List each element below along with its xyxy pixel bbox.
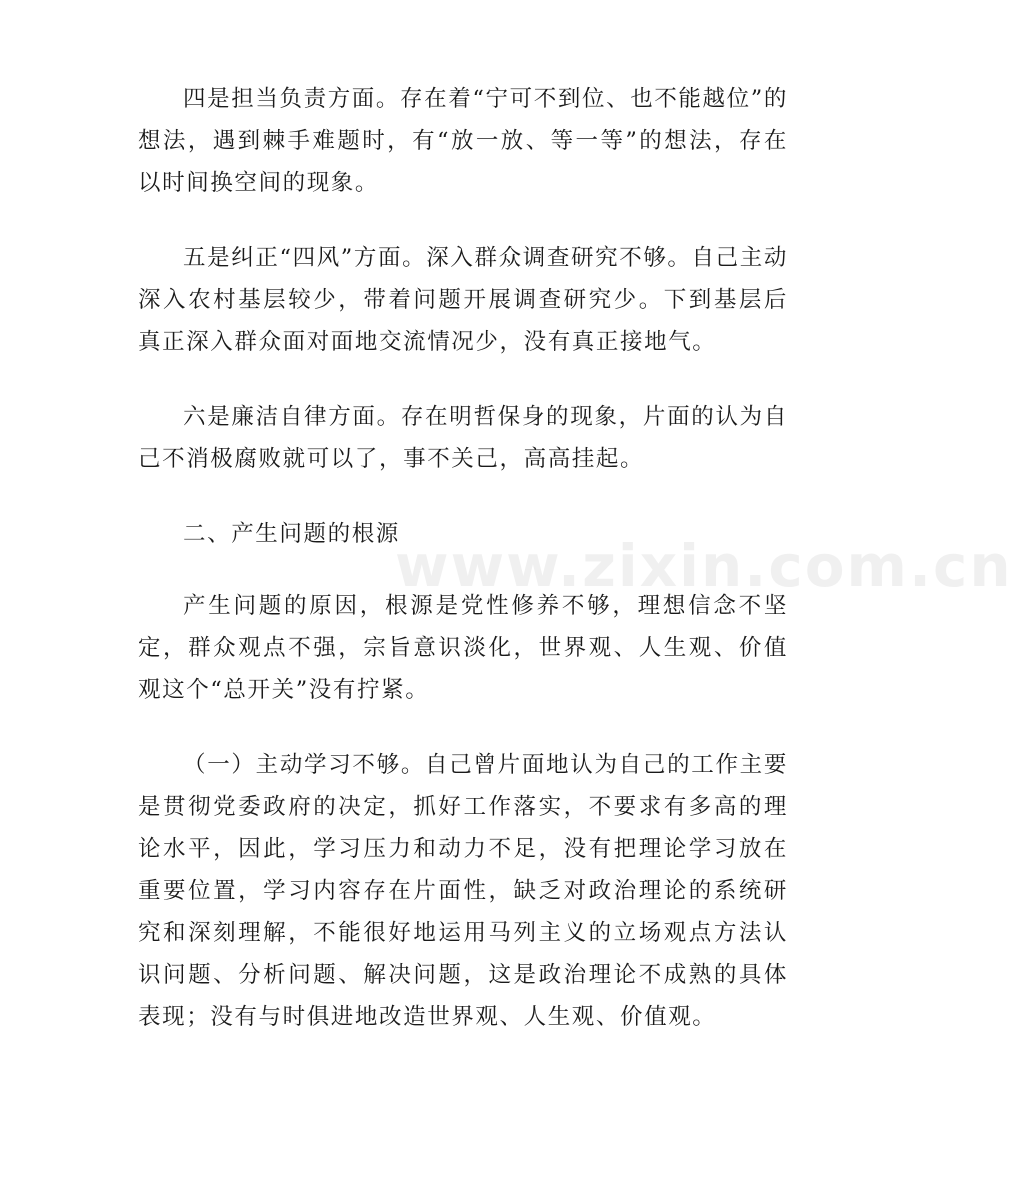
paragraph-responsibility: 四是担当负责方面。存在着“宁可不到位、也不能越位”的想法，遇到棘手难题时，有“放一放、等一等”的想法，存在以时间换空间的现象。 bbox=[138, 86, 788, 196]
paragraph-integrity: 六是廉洁自律方面。存在明哲保身的现象，片面的认为自己不消极腐败就可以了，事不关己，高高挂起。 bbox=[138, 404, 788, 472]
paragraph-root-causes: 产生问题的原因，根源是党性修养不够，理想信念不坚定，群众观点不强，宗旨意识淡化，世界观、人生观、价值观这个“总开关”没有拧紧。 bbox=[138, 593, 788, 703]
paragraph-four-winds: 五是纠正“四风”方面。深入群众调查研究不够。自己主动深入农村基层较少，带着问题开展调查研究少。下到基层后真正深入群众面对面地交流情况少，没有真正接地气。 bbox=[138, 245, 788, 355]
section-heading-root-causes: 二、产生问题的根源 bbox=[183, 521, 400, 547]
paragraph-study-insufficient: （一）主动学习不够。自己曾片面地认为自己的工作主要是贯彻党委政府的决定，抓好工作落实，不要求有多高的理论水平，因此，学习压力和动力不足，没有把理论学习放在重要位置，学习内容存在片面性，缺乏对政治理论的系统研究和深刻理解，不能很好地运用马列主义的立场观点方法认识问题、分析问题、解决问题，这是政治理论不成熟的具体表现；没有与时俱进地改造世界观、人生观、价值观。 bbox=[138, 752, 788, 1030]
document-body bbox=[138, 78, 788, 1071]
watermark-text: www.zixin.com.cn bbox=[395, 532, 1013, 600]
